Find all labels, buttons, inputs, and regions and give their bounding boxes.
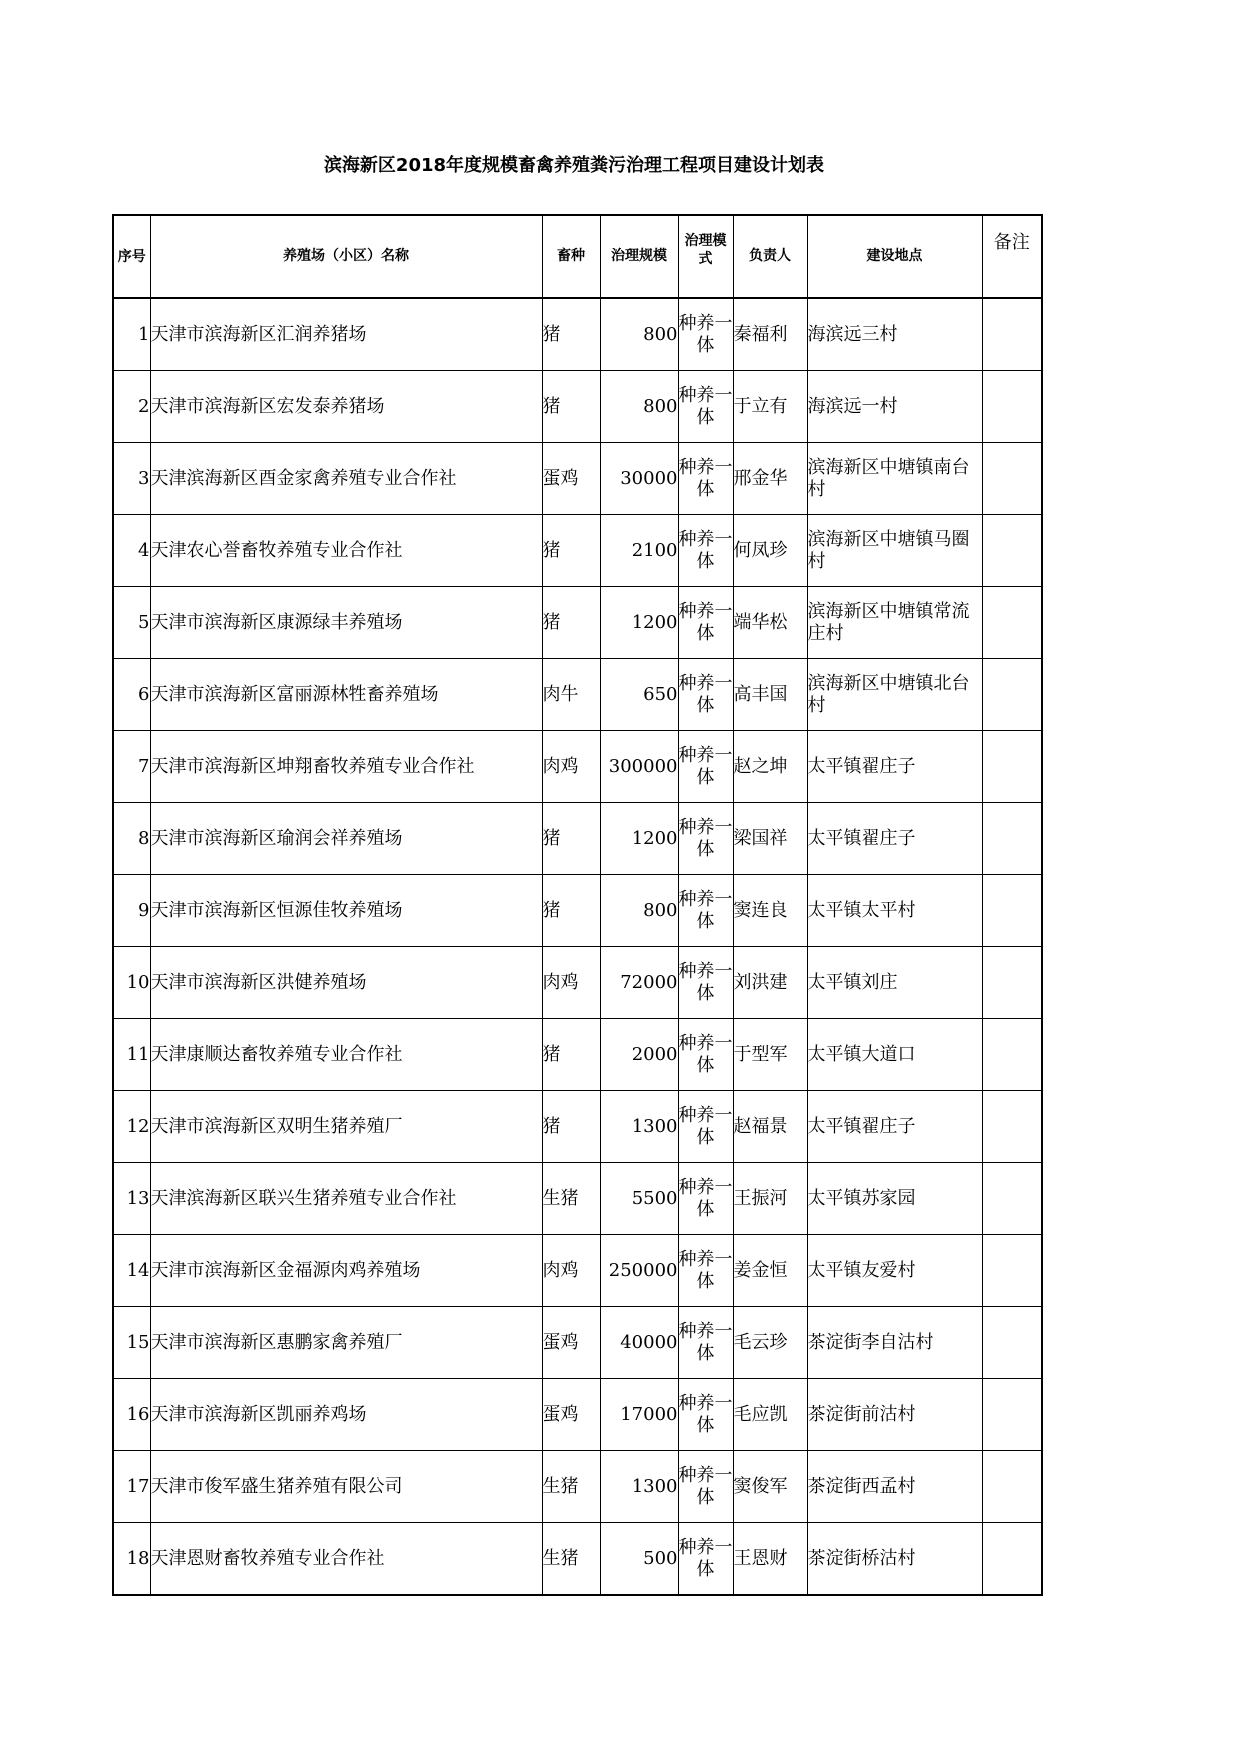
species-cell: 肉鸡 — [542, 731, 600, 803]
construction-location-cell: 太平镇友爱村 — [807, 1235, 982, 1307]
treatment-mode-cell: 种养一体 — [678, 1523, 733, 1596]
farm-name-cell: 天津滨海新区酉金家禽养殖专业合作社 — [150, 443, 542, 515]
treatment-scale-cell: 40000 — [600, 1307, 678, 1379]
treatment-mode-cell: 种养一体 — [678, 443, 733, 515]
farm-name-cell: 天津市滨海新区洪健养殖场 — [150, 947, 542, 1019]
construction-location-cell: 滨海新区中塘镇北台村 — [807, 659, 982, 731]
treatment-mode-cell: 种养一体 — [678, 587, 733, 659]
treatment-mode-cell: 种养一体 — [678, 1451, 733, 1523]
table-row — [113, 731, 1042, 803]
table-row — [113, 659, 1042, 731]
header-index: 序号 — [113, 215, 150, 298]
treatment-mode-cell: 种养一体 — [678, 875, 733, 947]
treatment-scale-cell: 2100 — [600, 515, 678, 587]
header-scale: 治理规模 — [600, 215, 678, 298]
row-index-cell: 8 — [113, 803, 150, 875]
note-cell — [982, 803, 1042, 875]
species-cell: 蛋鸡 — [542, 1307, 600, 1379]
responsible-person-cell: 何凤珍 — [733, 515, 807, 587]
responsible-person-cell: 姜金恒 — [733, 1235, 807, 1307]
species-cell: 猪 — [542, 803, 600, 875]
table-row — [113, 803, 1042, 875]
species-cell: 猪 — [542, 875, 600, 947]
treatment-scale-cell: 800 — [600, 875, 678, 947]
treatment-scale-cell: 5500 — [600, 1163, 678, 1235]
note-cell — [982, 659, 1042, 731]
row-index-cell: 14 — [113, 1235, 150, 1307]
construction-location-cell: 茶淀街前沽村 — [807, 1379, 982, 1451]
header-mode: 治理模式 — [678, 215, 733, 298]
species-cell: 肉鸡 — [542, 947, 600, 1019]
construction-location-cell: 太平镇翟庄子 — [807, 731, 982, 803]
construction-location-cell: 茶淀街李自沽村 — [807, 1307, 982, 1379]
note-cell — [982, 371, 1042, 443]
responsible-person-cell: 窦连良 — [733, 875, 807, 947]
treatment-mode-cell: 种养一体 — [678, 947, 733, 1019]
treatment-scale-cell: 800 — [600, 371, 678, 443]
table-row — [113, 1163, 1042, 1235]
table-row — [113, 1379, 1042, 1451]
note-cell — [982, 1379, 1042, 1451]
note-cell — [982, 731, 1042, 803]
table-row — [113, 1235, 1042, 1307]
species-cell: 猪 — [542, 1019, 600, 1091]
responsible-person-cell: 秦福利 — [733, 298, 807, 371]
species-cell: 猪 — [542, 515, 600, 587]
farm-name-cell: 天津市滨海新区康源绿丰养殖场 — [150, 587, 542, 659]
row-index-cell: 2 — [113, 371, 150, 443]
farm-name-cell: 天津康顺达畜牧养殖专业合作社 — [150, 1019, 542, 1091]
construction-location-cell: 太平镇翟庄子 — [807, 803, 982, 875]
responsible-person-cell: 王振河 — [733, 1163, 807, 1235]
treatment-scale-cell: 1300 — [600, 1451, 678, 1523]
treatment-scale-cell: 72000 — [600, 947, 678, 1019]
responsible-person-cell: 毛应凯 — [733, 1379, 807, 1451]
table-row — [113, 443, 1042, 515]
plan-table — [112, 214, 1043, 1596]
header-species: 畜种 — [542, 215, 600, 298]
row-index-cell: 12 — [113, 1091, 150, 1163]
farm-name-cell: 天津市滨海新区恒源佳牧养殖场 — [150, 875, 542, 947]
row-index-cell: 1 — [113, 298, 150, 371]
header-row — [113, 215, 1042, 298]
species-cell: 肉鸡 — [542, 1235, 600, 1307]
treatment-scale-cell: 500 — [600, 1523, 678, 1596]
construction-location-cell: 茶淀街桥沽村 — [807, 1523, 982, 1596]
construction-location-cell: 滨海新区中塘镇常流庄村 — [807, 587, 982, 659]
note-cell — [982, 443, 1042, 515]
treatment-scale-cell: 250000 — [600, 1235, 678, 1307]
note-cell — [982, 1091, 1042, 1163]
species-cell: 生猪 — [542, 1451, 600, 1523]
note-cell — [982, 515, 1042, 587]
farm-name-cell: 天津市滨海新区汇润养猪场 — [150, 298, 542, 371]
species-cell: 猪 — [542, 298, 600, 371]
treatment-mode-cell: 种养一体 — [678, 1379, 733, 1451]
row-index-cell: 3 — [113, 443, 150, 515]
construction-location-cell: 滨海新区中塘镇南台村 — [807, 443, 982, 515]
treatment-mode-cell: 种养一体 — [678, 1019, 733, 1091]
note-cell — [982, 1235, 1042, 1307]
table-row — [113, 515, 1042, 587]
responsible-person-cell: 梁国祥 — [733, 803, 807, 875]
construction-location-cell: 滨海新区中塘镇马圈村 — [807, 515, 982, 587]
header-person: 负责人 — [733, 215, 807, 298]
farm-name-cell: 天津市滨海新区双明生猪养殖厂 — [150, 1091, 542, 1163]
treatment-scale-cell: 300000 — [600, 731, 678, 803]
species-cell: 蛋鸡 — [542, 443, 600, 515]
header-name: 养殖场（小区）名称 — [150, 215, 542, 298]
table-body — [113, 298, 1042, 1595]
responsible-person-cell: 于立有 — [733, 371, 807, 443]
treatment-mode-cell: 种养一体 — [678, 1307, 733, 1379]
table-row — [113, 298, 1042, 371]
farm-name-cell: 天津市滨海新区瑜润会祥养殖场 — [150, 803, 542, 875]
table-row — [113, 587, 1042, 659]
treatment-mode-cell: 种养一体 — [678, 515, 733, 587]
responsible-person-cell: 刘洪建 — [733, 947, 807, 1019]
table-row — [113, 1091, 1042, 1163]
note-cell — [982, 1523, 1042, 1596]
treatment-mode-cell: 种养一体 — [678, 659, 733, 731]
farm-name-cell: 天津市滨海新区富丽源林牲畜养殖场 — [150, 659, 542, 731]
table-row — [113, 1523, 1042, 1596]
species-cell: 猪 — [542, 587, 600, 659]
table-row — [113, 1451, 1042, 1523]
responsible-person-cell: 高丰国 — [733, 659, 807, 731]
treatment-mode-cell: 种养一体 — [678, 1091, 733, 1163]
note-cell — [982, 1307, 1042, 1379]
table-row — [113, 875, 1042, 947]
responsible-person-cell: 窦俊军 — [733, 1451, 807, 1523]
note-cell — [982, 1163, 1042, 1235]
row-index-cell: 11 — [113, 1019, 150, 1091]
farm-name-cell: 天津市滨海新区惠鹏家禽养殖厂 — [150, 1307, 542, 1379]
note-cell — [982, 947, 1042, 1019]
responsible-person-cell: 毛云珍 — [733, 1307, 807, 1379]
construction-location-cell: 太平镇苏家园 — [807, 1163, 982, 1235]
construction-location-cell: 海滨远一村 — [807, 371, 982, 443]
header-location: 建设地点 — [807, 215, 982, 298]
responsible-person-cell: 于型军 — [733, 1019, 807, 1091]
responsible-person-cell: 王恩财 — [733, 1523, 807, 1596]
construction-location-cell: 太平镇翟庄子 — [807, 1091, 982, 1163]
construction-location-cell: 太平镇刘庄 — [807, 947, 982, 1019]
row-index-cell: 15 — [113, 1307, 150, 1379]
farm-name-cell: 天津市滨海新区金福源肉鸡养殖场 — [150, 1235, 542, 1307]
treatment-scale-cell: 30000 — [600, 443, 678, 515]
construction-location-cell: 太平镇大道口 — [807, 1019, 982, 1091]
treatment-scale-cell: 650 — [600, 659, 678, 731]
note-cell — [982, 298, 1042, 371]
responsible-person-cell: 赵福景 — [733, 1091, 807, 1163]
species-cell: 生猪 — [542, 1163, 600, 1235]
note-cell — [982, 1019, 1042, 1091]
treatment-scale-cell: 1300 — [600, 1091, 678, 1163]
note-cell — [982, 875, 1042, 947]
header-note: 备注 — [982, 215, 1042, 298]
row-index-cell: 10 — [113, 947, 150, 1019]
table-row — [113, 947, 1042, 1019]
row-index-cell: 16 — [113, 1379, 150, 1451]
row-index-cell: 18 — [113, 1523, 150, 1596]
species-cell: 生猪 — [542, 1523, 600, 1596]
species-cell: 猪 — [542, 1091, 600, 1163]
farm-name-cell: 天津恩财畜牧养殖专业合作社 — [150, 1523, 542, 1596]
treatment-mode-cell: 种养一体 — [678, 1235, 733, 1307]
row-index-cell: 4 — [113, 515, 150, 587]
row-index-cell: 9 — [113, 875, 150, 947]
farm-name-cell: 天津滨海新区联兴生猪养殖专业合作社 — [150, 1163, 542, 1235]
farm-name-cell: 天津市滨海新区凯丽养鸡场 — [150, 1379, 542, 1451]
row-index-cell: 7 — [113, 731, 150, 803]
row-index-cell: 13 — [113, 1163, 150, 1235]
treatment-mode-cell: 种养一体 — [678, 1163, 733, 1235]
construction-location-cell: 太平镇太平村 — [807, 875, 982, 947]
treatment-scale-cell: 17000 — [600, 1379, 678, 1451]
farm-name-cell: 天津市滨海新区宏发泰养猪场 — [150, 371, 542, 443]
construction-location-cell: 茶淀街西孟村 — [807, 1451, 982, 1523]
responsible-person-cell: 端华松 — [733, 587, 807, 659]
treatment-scale-cell: 2000 — [600, 1019, 678, 1091]
table-row — [113, 1019, 1042, 1091]
treatment-mode-cell: 种养一体 — [678, 371, 733, 443]
row-index-cell: 17 — [113, 1451, 150, 1523]
table-row — [113, 371, 1042, 443]
row-index-cell: 6 — [113, 659, 150, 731]
row-index-cell: 5 — [113, 587, 150, 659]
treatment-scale-cell: 1200 — [600, 803, 678, 875]
species-cell: 蛋鸡 — [542, 1379, 600, 1451]
note-cell — [982, 587, 1042, 659]
farm-name-cell: 天津农心誉畜牧养殖专业合作社 — [150, 515, 542, 587]
note-cell — [982, 1451, 1042, 1523]
page-title: 滨海新区2018年度规模畜禽养殖粪污治理工程项目建设计划表 — [323, 155, 825, 176]
species-cell: 肉牛 — [542, 659, 600, 731]
farm-name-cell: 天津市俊军盛生猪养殖有限公司 — [150, 1451, 542, 1523]
construction-location-cell: 海滨远三村 — [807, 298, 982, 371]
farm-name-cell: 天津市滨海新区坤翔畜牧养殖专业合作社 — [150, 731, 542, 803]
treatment-mode-cell: 种养一体 — [678, 731, 733, 803]
species-cell: 猪 — [542, 371, 600, 443]
treatment-mode-cell: 种养一体 — [678, 803, 733, 875]
treatment-scale-cell: 800 — [600, 298, 678, 371]
responsible-person-cell: 邢金华 — [733, 443, 807, 515]
treatment-scale-cell: 1200 — [600, 587, 678, 659]
table-row — [113, 1307, 1042, 1379]
responsible-person-cell: 赵之坤 — [733, 731, 807, 803]
treatment-mode-cell: 种养一体 — [678, 298, 733, 371]
